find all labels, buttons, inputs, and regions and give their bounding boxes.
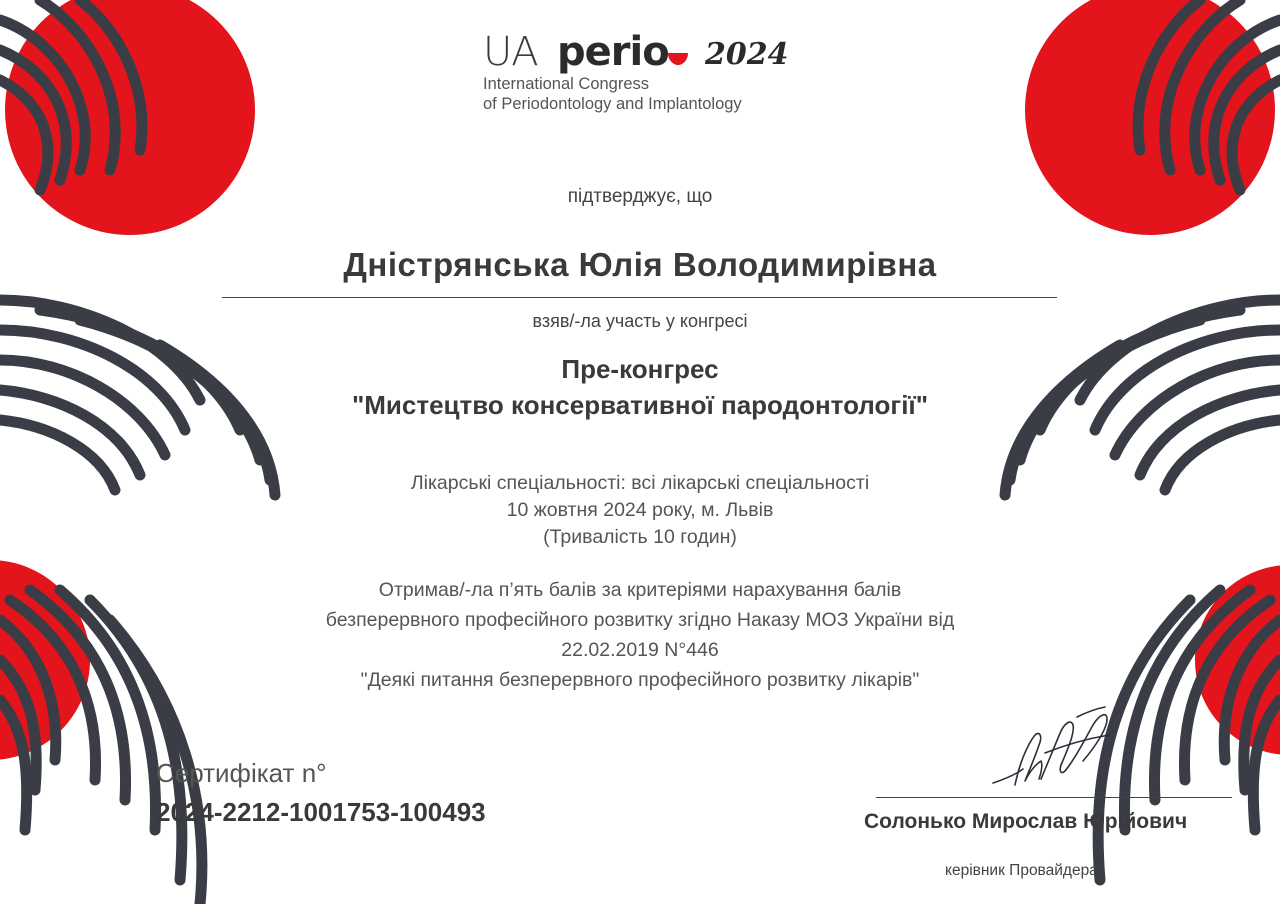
event-info xyxy=(0,470,1280,551)
recipient-name: Дністрянська Юлія Володимирівна xyxy=(343,246,937,283)
logo-subtitle-line2: of Periodontology and Implantology xyxy=(483,95,742,113)
duration-text: (Тривалість 10 годин) xyxy=(543,526,737,548)
specialties-text: Лікарські спеціальності: всі лікарські спеціальності xyxy=(410,472,870,494)
points-line: Отримав/-ла п’ять балів за критеріями нарахування балів xyxy=(378,579,902,601)
event-type: Пре-конгрес xyxy=(561,354,719,384)
logo-subtitle-line1: International Congress xyxy=(483,75,650,93)
logo-ua-text: UA xyxy=(483,29,538,75)
signer-name: Солонько Мирослав Юрійович xyxy=(864,810,1188,833)
congress-logo xyxy=(483,30,813,114)
date-place-text: 10 жовтня 2024 року, м. Львів xyxy=(506,499,774,521)
name-underline xyxy=(222,297,1057,298)
certificate-number-label: Сертифікат n° xyxy=(156,758,327,788)
confirms-text: підтверджує, що xyxy=(567,186,713,207)
logo-year-text: 2024 xyxy=(705,37,789,72)
points-statement xyxy=(0,575,1280,695)
logo-perio-text: perio xyxy=(557,29,669,75)
certificate-number: 2024-2212-1001753-100493 xyxy=(156,797,486,827)
handwritten-signature xyxy=(985,695,1125,795)
signature-line xyxy=(876,797,1232,798)
points-line: 22.02.2019 N°446 xyxy=(561,639,719,661)
logo-red-mouth-icon xyxy=(667,52,689,66)
signer-role: керівник Провайдера xyxy=(945,862,1098,879)
points-line: "Деякі питання безперервного професійного розвитку лікарів" xyxy=(360,669,920,691)
event-title: "Мистецтво консервативної пародонтології" xyxy=(351,390,929,420)
points-line: безперервного професійного розвитку згідно Наказу МОЗ України від xyxy=(325,609,955,631)
participated-text: взяв/-ла участь у конгресі xyxy=(532,311,748,331)
